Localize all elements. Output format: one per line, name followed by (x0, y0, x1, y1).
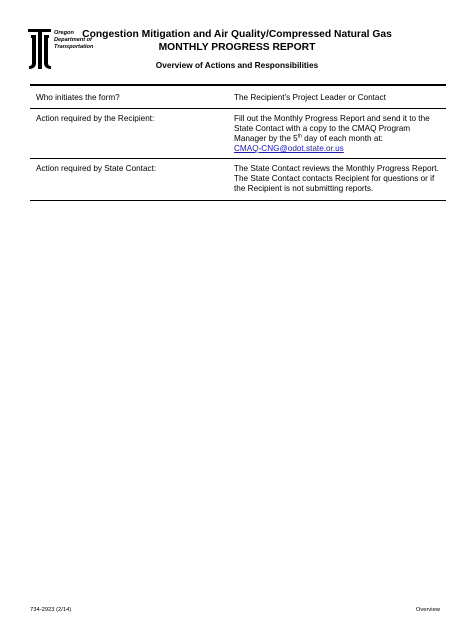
logo-line-3: Transportation (54, 44, 94, 51)
table-row (30, 159, 446, 200)
row-answer (230, 114, 446, 154)
document-subtitle: Overview of Actions and Responsibilities (155, 60, 319, 70)
table-row (30, 109, 446, 158)
email-link[interactable]: CMAQ-CNG@odot.state.or.us (234, 144, 344, 153)
row-question: Action required by State Contact: (36, 164, 157, 173)
row-question: Action required by the Recipient: (36, 114, 155, 123)
table-row (30, 86, 446, 108)
table-bottom-rule (30, 200, 446, 201)
row-answer: The Recipient’s Project Leader or Contact (234, 93, 386, 102)
form-number: 734-2923 (2/14) (30, 607, 72, 613)
row-question: Who initiates the form? (36, 93, 120, 102)
responsibilities-table (30, 84, 446, 201)
answer-text-cont: day of each month at: (301, 134, 383, 143)
document-title: Congestion Mitigation and Air Quality/Compressed Natural Gas (82, 29, 392, 40)
section-label: Overview (415, 607, 440, 613)
logo-line-1: Oregon (54, 30, 74, 36)
logo-line-2: Department of (54, 37, 92, 44)
answer-superscript: th (297, 133, 302, 140)
answer-text: Fill out the Monthly Progress Report and send it to the State Contact with a copy to the CMAQ Program Manager by the 5 (234, 114, 430, 143)
report-title: MONTHLY PROGRESS REPORT (158, 42, 316, 53)
row-answer: The State Contact reviews the Monthly Progress Report. The State Contact contacts Recipient for questions or if the Recipient is not submitting reports. (234, 164, 439, 193)
